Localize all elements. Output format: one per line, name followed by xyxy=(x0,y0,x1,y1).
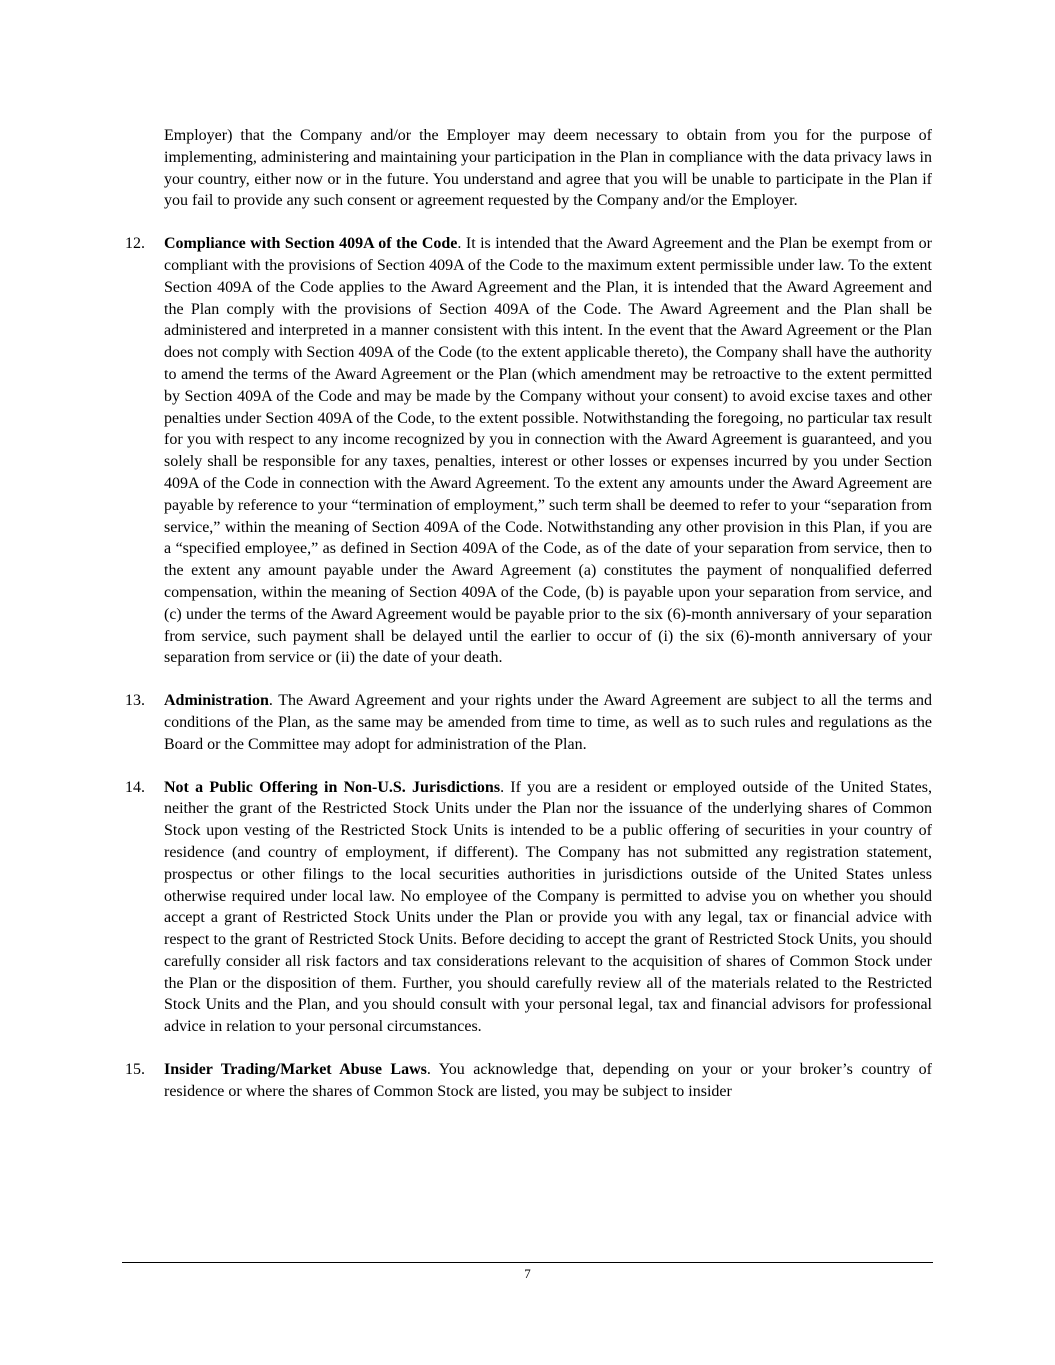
section-15-insider-trading xyxy=(123,1059,932,1103)
section-title: Not a Public Offering in Non-U.S. Jurisdictions xyxy=(164,778,501,796)
section-body: . The Award Agreement and your rights under the Award Agreement are subject to all the terms and conditions of the Plan, as the same may be amended from time to time, as well as to such rules and regulations as the Board or the Committee may adopt for administration of the Plan. xyxy=(164,692,932,753)
section-number: 14. xyxy=(125,778,145,796)
footer-divider xyxy=(122,1262,933,1263)
section-number: 15. xyxy=(125,1061,145,1079)
section-body: . If you are a resident or employed outside of the United States, neither the grant of the Restricted Stock Units under the Plan nor the issuance of the underlying shares of Common Stock upon vesting of the Restricted Stock Units is intended to be a public offering of securities in your country of residence (and country of employment, if different). The Company has not submitted any registration statement, prospectus or other filings to the local securities authorities in jurisdictions outside of the United States unless otherwise required under local law. No employee of the Company is permitted to advise you on whether you should accept a grant of Restricted Stock Units under the Plan or provide you with any legal, tax or financial advice with respect to the grant of Restricted Stock Units. Before deciding to accept the grant of Restricted Stock Units, you should carefully consider all risk factors and tax considerations relevant to the acquisition of shares of Common Stock under the Plan or the disposition of them. Further, you should carefully review all of the materials related to the Restricted Stock Units and the Plan, and you should consult with your personal legal, tax and financial advisors for professional advice in relation to your personal circumstances. xyxy=(164,778,933,1036)
section-title: Insider Trading/Market Abuse Laws xyxy=(164,1061,427,1079)
section-number: 12. xyxy=(125,235,145,253)
section-title: Administration xyxy=(164,692,269,710)
section-14-public-offering xyxy=(123,777,932,1039)
section-13-administration xyxy=(123,690,932,755)
page-body xyxy=(123,125,932,1103)
section-12-409a xyxy=(123,233,932,669)
page-number: 7 xyxy=(524,1266,531,1281)
section-title: Compliance with Section 409A of the Code xyxy=(164,235,458,253)
continued-paragraph: Employer) that the Company and/or the Employer may deem necessary to obtain from you for the purpose of implementing, administering and maintaining your participation in the Plan in compliance with the data privacy laws in your country, either now or in the future. You understand and agree that you will be unable to participate in the Plan if you fail to provide any such consent or agreement requested by the Company and/or the Employer. xyxy=(164,127,932,210)
section-body: . It is intended that the Award Agreement and the Plan be exempt from or compliant with the provisions of Section 409A of the Code to the maximum extent permissible under law. To the extent Section 409A of the Code applies to the Award Agreement and the Plan, it is intended that the Award Agreement and the Plan comply with the provisions of Section 409A of the Code. The Award Agreement and the Plan shall be administered and interpreted in a manner consistent with this intent. In the event that the Award Agreement or the Plan does not comply with Section 409A of the Code (to the extent applicable thereto), the Company shall have the authority to amend the terms of the Award Agreement or the Plan (which amendment may be retroactive to the extent permitted by Section 409A of the Code and may be made by the Company without your consent) to avoid excise taxes and other penalties under Section 409A of the Code, to the extent possible. Notwithstanding the foregoing, no particular tax result for you with respect to any income recognized by you in connection with the Award Agreement is guaranteed, and you solely shall be responsible for any taxes, penalties, interest or other losses or expenses incurred by you under Section 409A of the Code in connection with the Award Agreement. To the extent any amounts under the Award Agreement are payable by reference to your “termination of employment,” such term shall be deemed to refer to your “separation from service,” within the meaning of Section 409A of the Code. Notwithstanding any other provision in this Plan, if you are a “specified employee,” as defined in Section 409A of the Code, as of the date of your separation from service, then to the extent any amount payable under the Award Agreement (a) constitutes the payment of nonqualified deferred compensation, within the meaning of Section 409A of the Code, (b) is payable upon your separation from service, and (c) under the terms of the Award Agreement would be payable prior to the six (6)-month anniversary of your separation from service, such payment shall be delayed until the earlier to occur of (i) the six (6)-month anniversary of your separation from service or (ii) the date of your death. xyxy=(164,235,932,667)
section-body: . You acknowledge that, depending on your or your broker’s country of residence or where the shares of Common Stock are listed, you may be subject to insider xyxy=(164,1061,932,1100)
section-number: 13. xyxy=(125,692,145,710)
